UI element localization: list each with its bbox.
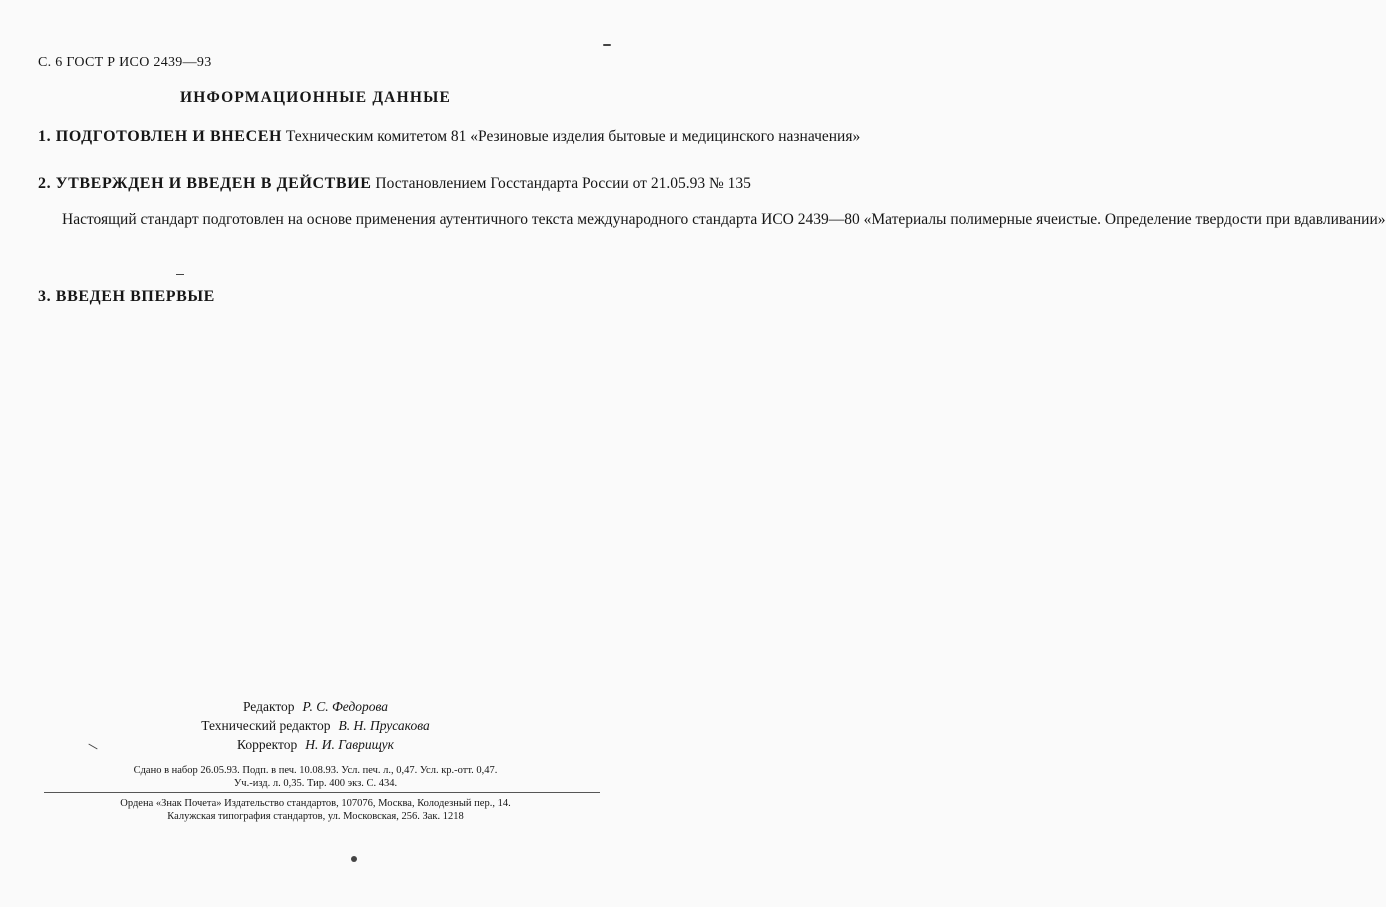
credit-name: Н. И. Гаврищук	[305, 737, 394, 752]
section-2-text: Постановлением Госстандарта России от 21.05.93 № 135	[375, 175, 751, 192]
section-1-lead: 1. ПОДГОТОВЛЕН И ВНЕСЕН	[38, 128, 283, 145]
section-2-lead: 2. УТВЕРЖДЕН И ВВЕДЕН В ДЕЙСТВИЕ	[38, 175, 372, 192]
section-1	[38, 127, 861, 146]
imprint-line-1: Сдано в набор 26.05.93. Подп. в печ. 10.08.93. Усл. печ. л., 0,47. Усл. кр.-отт. 0,47.	[133, 765, 498, 776]
ink-speck	[176, 274, 184, 275]
ink-speck	[603, 44, 611, 46]
divider	[44, 792, 600, 793]
credit-editor	[0, 697, 631, 716]
section-1-text: Техническим комитетом 81 «Резиновые изделия бытовые и медицинского назначения»	[285, 128, 861, 145]
credit-name: В. Н. Прусакова	[338, 718, 430, 733]
page-title: ИНФОРМАЦИОННЫЕ ДАННЫЕ	[179, 89, 452, 106]
section-2	[38, 174, 751, 193]
section-3	[38, 287, 560, 306]
imprint-line-2: Уч.-изд. л. 0,35. Тир. 400 экз. С. 434.	[233, 778, 398, 789]
credit-role: Редактор	[242, 699, 295, 714]
credits-block	[0, 697, 631, 754]
section-2-note: Настоящий стандарт подготовлен на основе применения аутентичного текста международного стандарта ИСО 2439—80 «Материалы полимерные ячеистые. Определение твердости при вдавливании»	[62, 211, 1386, 228]
ink-speck	[351, 856, 357, 862]
credit-name: Р. С. Федорова	[302, 699, 389, 714]
page-header: С. 6 ГОСТ Р ИСО 2439—93	[38, 55, 212, 70]
section-3-lead: 3. ВВЕДЕН ВПЕРВЫЕ	[38, 288, 215, 305]
imprint-line-4: Калужская типография стандартов, ул. Московская, 256. Зак. 1218	[167, 811, 464, 822]
imprint-line-3: Ордена «Знак Почета» Издательство стандартов, 107076, Москва, Колодезный пер., 14.	[120, 798, 511, 809]
credit-tech-editor	[0, 716, 631, 735]
credit-role: Технический редактор	[201, 718, 331, 733]
credit-role: Корректор	[237, 737, 298, 752]
credit-proofreader	[0, 735, 631, 754]
